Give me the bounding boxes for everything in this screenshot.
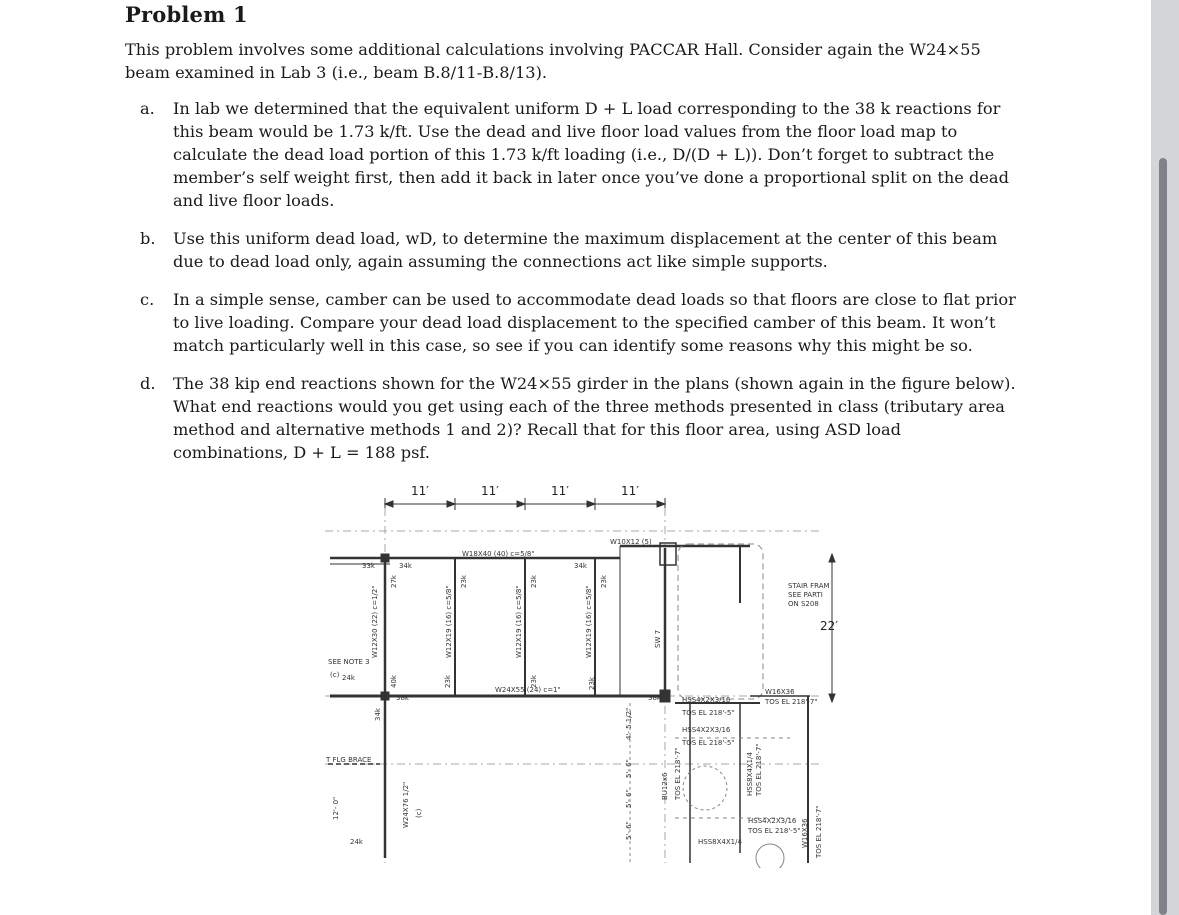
- note-stair-2: SEE PARTI: [788, 591, 823, 599]
- beam-label-hss-vert: HSS8X4X1/4: [746, 752, 754, 796]
- span-label-1: 11′: [411, 484, 429, 498]
- beam-label-lower: W24X76 1/2": [402, 781, 410, 828]
- span-label-4: 11′: [621, 484, 639, 498]
- item-text: In a simple sense, camber can be used to accommodate dead loads so that floors are close to flat prior to live loading. Compare your dead load displacement to the specified camber of this beam. It won’t match particularly well in this case, so see if you can identify some reasons why this might be so.: [173, 290, 1016, 355]
- note-dim-3: 5'- 6": [625, 789, 633, 808]
- reaction-label: 23k: [530, 675, 538, 688]
- beam-label-w16-right-tos: TOS EL 218'-7": [765, 698, 818, 706]
- beam-label-col1: W12X30 (22) c=1/2": [371, 585, 379, 658]
- framing-plan-figure: [320, 478, 840, 868]
- beam-label-w16-vert: W16X36: [801, 818, 809, 848]
- vertical-scrollbar[interactable]: [1151, 0, 1179, 915]
- note-see-note-c: (c): [330, 671, 340, 679]
- beam-label-sw: SW 7: [654, 629, 662, 648]
- note-hss-3-tos: TOS EL 218'-5": [748, 827, 801, 835]
- reaction-label: 33k: [362, 562, 375, 570]
- beam-label-col2: W12X19 (16) c=5/8": [445, 585, 453, 658]
- beam-label-girder: W24X55 (24) c=1": [495, 686, 561, 694]
- span-label-2: 11′: [481, 484, 499, 498]
- note-hss-4: HSS8X4X1/4: [698, 838, 742, 846]
- beam-label-w16-vert-tos: TOS EL 218'-7": [815, 805, 823, 858]
- note-stair-3: ON S208: [788, 600, 819, 608]
- reaction-label: 24k: [350, 838, 363, 846]
- reaction-label: 23k: [600, 575, 608, 588]
- note-hss-2: HSS4X2X3/16: [682, 726, 731, 734]
- item-label: b.: [140, 229, 156, 248]
- problem-title: Problem 1: [125, 2, 248, 27]
- note-hss-1: HSS4X2X3/16: [682, 696, 731, 704]
- problem-intro: This problem involves some additional calculations involving PACCAR Hall. Consider again the W24×55 beam examined in Lab 3 (i.e., beam B.8/11-B.8/13).: [125, 40, 981, 82]
- item-label: c.: [140, 290, 155, 309]
- span-label-3: 11′: [551, 484, 569, 498]
- reaction-label: 34k: [574, 562, 587, 570]
- reaction-label: 23k: [460, 575, 468, 588]
- note-dim-1: 4'- 5 1/2": [625, 707, 633, 740]
- beam-label-col4: W12X19 (16) c=5/8": [585, 585, 593, 658]
- note-stair-1: STAIR FRAM: [788, 582, 830, 590]
- reaction-label: 40k: [390, 675, 398, 688]
- reaction-label: 23k: [444, 675, 452, 688]
- beam-label-top: W18X40 (40) c=5/8": [462, 550, 535, 558]
- reaction-label: 23k: [530, 575, 538, 588]
- beam-label-bu: BU12x6: [661, 772, 669, 800]
- beam-label-w10: W10X12 (5): [610, 538, 652, 546]
- note-dim-left: 12'- 0": [332, 796, 340, 820]
- note-see-note: SEE NOTE 3: [328, 658, 370, 666]
- reaction-label: 24k: [342, 674, 355, 682]
- reaction-label: 38k: [648, 694, 661, 702]
- item-text: Use this uniform dead load, wD, to determine the maximum displacement at the center of this beam due to dead load only, again assuming the connections act like simple supports.: [173, 229, 998, 271]
- beam-label-col3: W12X19 (16) c=5/8": [515, 585, 523, 658]
- beam-label-w16-right: W16X36: [765, 688, 795, 696]
- beam-label-bu-tos: TOS EL 218'-7": [674, 747, 682, 800]
- reaction-label: 23k: [588, 677, 596, 690]
- note-dim-4: 5'- 6": [625, 821, 633, 840]
- reaction-label: 27k: [390, 575, 398, 588]
- note-flange-brace: T FLG BRACE: [326, 756, 372, 764]
- reaction-label: 38k: [396, 694, 409, 702]
- note-hss-1-tos: TOS EL 218'-5": [682, 709, 735, 717]
- item-label: d.: [140, 374, 156, 393]
- note-dim-2: 5'- 6": [625, 759, 633, 778]
- note-hss-2-tos: TOS EL 218'-5": [682, 739, 735, 747]
- reaction-label: 34k: [374, 708, 382, 721]
- note-hss-3: HSS4X2X3/16: [748, 817, 797, 825]
- scrollbar-thumb[interactable]: [1159, 158, 1167, 915]
- note-c-small: (c): [415, 808, 423, 818]
- beam-label-hss-vert-tos: TOS EL 218'-7": [755, 743, 763, 796]
- item-label: a.: [140, 99, 155, 118]
- reaction-label: 34k: [399, 562, 412, 570]
- height-dimension-label: 22′: [820, 619, 838, 633]
- item-text: In lab we determined that the equivalent uniform D + L load corresponding to the 38 k reactions for this beam would be 1.73 k/ft. Use the dead and live floor load values from the floor load map to calculate the dead load portion of this 1.73 k/ft loading (i.e., D/(D + L)). Don’t forget to subtract the member’s self weight first, then add it back in later once you’ve done a proportional split on the dead and live floor loads.: [173, 99, 1009, 210]
- item-text: The 38 kip end reactions shown for the W24×55 girder in the plans (shown again in the figure below). What end reactions would you get using each of the three methods presented in class (tributary area method and alternative methods 1 and 2)? Recall that for this floor area, using ASD load combinations, D + L = 188 psf.: [173, 374, 1016, 462]
